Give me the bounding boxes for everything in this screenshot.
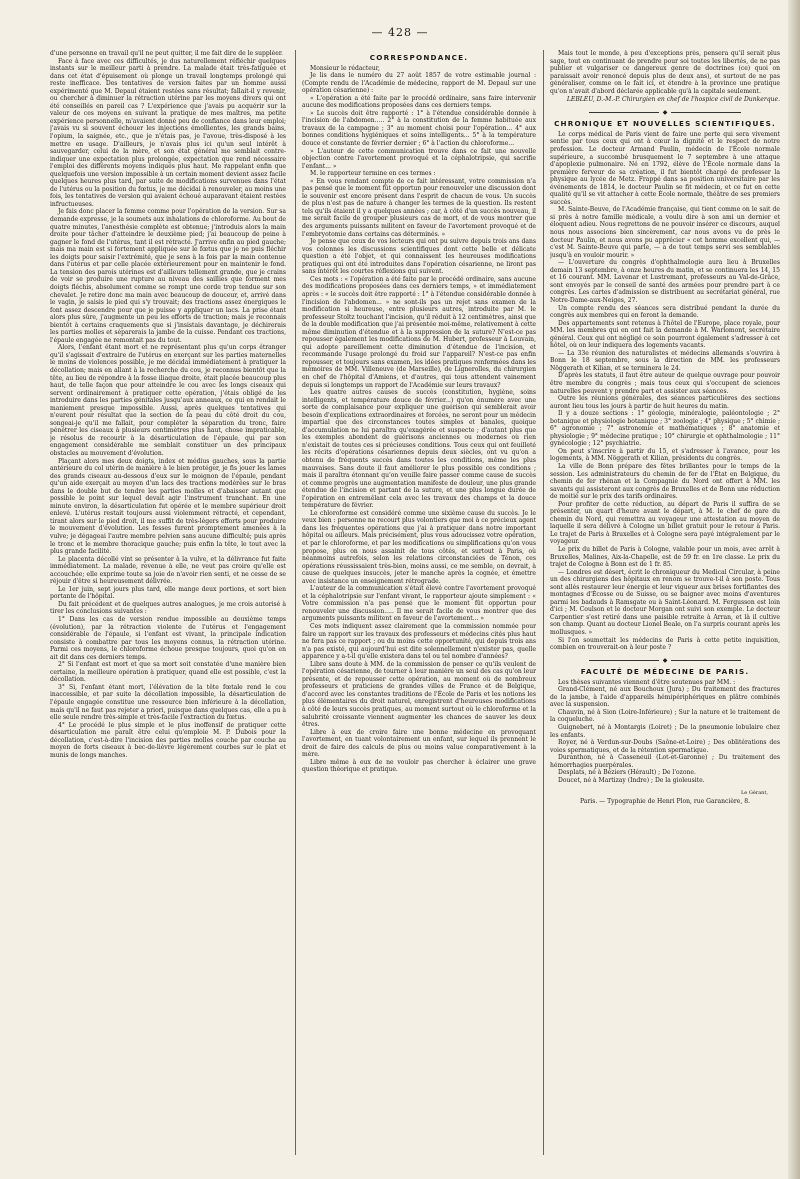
paragraph: M. Sainte-Beuve, de l'Académie française, qui tient comme on le sait de si près à notre famille médicale, a voulu dire à son ami un dernier et éloquent adieu. Nous regrettons de ne pouvoir insérer ce discours, auquel nous nous associons bien sincèrement, car nous avons vu de près le docteur Paulin, et nous avons pu apprécier « cet homme excellent qui, — c'est M. Sainte-Beuve qui parle, — a de tout temps servi ses semblables jusqu'à en vouloir mourir. »	[550, 206, 780, 259]
paragraph: Le corps médical de Paris vient de faire une perte qui sera vivement sentie par tous ceux qui ont à cœur la dignité et le respect de notre profession. Le docteur Armand Paulin, médecin de l'École normale supérieure, a succombé brusquement le 7 septembre à une attaque d'apoplexie pulmonaire. Né en 1792, élève de l'École normale dans la première ferveur de sa création, il fut bientôt chargé de professer la physique au lycée de Metz. Frappé dans sa position universitaire par les événements de 1814, le docteur Paulin se fit médecin, et ce fut en cette qualité qu'il se vit attacher à cette École normale, théâtre de ses premiers succès.	[550, 130, 780, 206]
paragraph: Le prix du billet de Paris à Cologne, valable pour un mois, avec arrêt à Bruxelles, Malines, Aix-la-Chapelle, est de 59 fr. en 1re classe. Le prix du trajet de Cologne à Bonn est de 1 fr. 85.	[550, 546, 780, 569]
paragraph: Libre à eux de croire faire une bonne médecine en provoquant l'avortement, en tuant volontairement un enfant, sur lequel ils prennent le droit de faire des calculs de plus ou moins value comparativement à la mère.	[302, 728, 536, 759]
footer	[550, 790, 780, 805]
thesis-item: Guignebert, né à Montargis (Loiret) ; De la pneumonie lobulaire chez les enfants.	[550, 724, 780, 739]
section-heading: CHRONIQUE ET NOUVELLES SCIENTIFIQUES.	[554, 119, 776, 129]
paragraph: Pour profiter de cette réduction, au départ de Paris il suffira de se présenter, un quart d'heure avant le départ, à M. le chef de gare du chemin du Nord, qui remettra au voyageur une attestation au moyen de laquelle il sera délivré à Cologne un billet gratuit pour le retour à Paris. Le trajet de Paris à Bruxelles et à Cologne sera payé intégralement par le voyageur.	[550, 500, 780, 546]
column-2-correspondance	[302, 50, 536, 1150]
paragraph: Le placenta décollé vint se présenter à la vulve, et la délivrance fut faite immédiatement. La malade, revenue à elle, ne veut pas croire qu'elle est accouchée; elle exprime toute sa joie de n'avoir rien senti, et ne cesse de se réjouir d'être si heureusement délivrée.	[50, 555, 286, 586]
quote-paragraph: « En vous rendant compte de ce fait intéressant, votre commission n'a pas pensé que le moment fût opportun pour renouveler une discussion dont le souvenir est encore présent dans l'esprit de chacun de vous. Un succès de plus n'est pas de nature à changer les termes de la question. Ils restent tels qu'ils étaient il y a quelques années ; car, à côté d'un succès nouveau, il me serait facile de grouper plusieurs cas de mort, et de vous montrer que des arguments puissants militent en faveur de l'avortement provoqué et de l'embryotomie dans certains cas déterminés. »	[302, 177, 536, 238]
paragraph: Ces mots : « l'opération a été faite par le procédé ordinaire, sans aucune des modifications proposées dans ces derniers temps, » et immédiatement après : « le succès doit être rapporté : 1° à l'étendue considérable donnée à l'incision de l'abdomen... » ne sont-ils pas un rejet sans examen de la modification si heureuse, entre plusieurs autres, introduite par M. le professeur Stoltz touchant l'incision, qu'il réduit à 12 centimètres, ainsi que de la double modification que j'ai présentée moi-même, relativement à cette même diminution d'étendue et à la suppression de la suture? N'est-ce pas repousser également les modifications de M. Hubert, professeur à Louvain, qui adopte pareillement cette diminution d'étendue de l'incision, et recommande l'usage prolongé du froid sur l'appareil? N'est-ce pas enfin repousser, et toujours sans examen, les idées pratiques renfermées dans les mémoires de MM. Villeneuve (de Marseille), de Lignerolles, du chirurgien en chef de l'hôpital d'Amiens, et d'autres, qui tous attendent vainement depuis si longtemps un rapport de l'Académie sur leurs travaux?	[302, 275, 536, 389]
paragraph: Plaçant alors mes deux doigts, index et médius gauches, sous la partie antérieure du col utérin de manière à le bien protéger, je fis jouer les lames des grands ciseaux au-dessous d'eux sur le moignon de l'épaule, pendant qu'un aide exerçait au moyen d'un lacs des tractions modérées sur le bras dans le double but de tendre les parties molles et d'abaisser autant que possible le point sur lequel devait agir l'instrument tranchant. En une minute environ, la désarticulation fut opérée et le membre supérieur droit enlevé. L'utérus restait toujours aussi violemment rétracté, et cependant, tirant alors sur le pied droit, il me suffit de très-légers efforts pour produire le mouvement d'évolution. Les fesses furent promptement amenées à la vulve; je dégageai l'autre membre pelvien sans aucune difficulté; puis après le tronc et le membre thoracique gauche; puis enfin la tête, le tout avec la plus grande facilité.	[50, 457, 286, 556]
paragraph: Alors, l'enfant étant mort et ne représentant plus qu'un corps étranger qu'il s'agissait d'extraire de l'utérus en exerçant sur les parties maternelles le moins de violences possible, je me décidai immédiatement à pratiquer la décollation; mais en allant à la recherche du cou, je reconnus bientôt que la tête, au lieu de répondre à la fosse iliaque droite, était placée beaucoup plus haut, de telle façon que pour atteindre le cou avec les longs ciseaux qui servent ordinairement à pratiquer cette opération, j'étais obligé de les introduire dans les parties génitales jusqu'aux anneaux, ce qui en rendait le maniement presque impossible. Aussi, après quelques tentatives qui n'eurent pour résultat que la section de la peau du côté droit du cou, songeai-je qu'il me fallait, pour compléter la séparation du tronc, faire pénétrer les ciseaux à plusieurs centimètres plus haut, chose impraticable, je résolus de recourir à la désarticulation de l'épaule, qui par son engagement considérable me semblait constituer un des principaux obstacles au mouvement d'évolution.	[50, 344, 286, 457]
paragraph: Les thèses suivantes viennent d'être soutenues par MM. :	[558, 678, 736, 686]
paragraph: Le 1er juin, sept jours plus tard, elle mange deux portions, et sort bien portante de l'hôpital.	[50, 585, 286, 601]
paragraph: Du fait précédent et de quelques autres analogues, je me crois autorisé à tirer les conclusions suivantes :	[50, 600, 286, 616]
paragraph: Un compte rendu des séances sera distribué pendant la durée du congrès aux membres qui en feront la demande.	[550, 304, 780, 320]
thesis-item: Royer, né à Verdun-sur-Doubs (Saône-et-Loire) ; Des oblitérations des voies spermatiques, et de la rétention spermatique.	[550, 739, 780, 754]
ornamental-divider: ◆	[550, 109, 780, 117]
paragraph: Mais tout le monde, à peu d'exceptions près, pensera qu'il serait plus sage, tout en continuant de prendre pour soi toutes les libertés, de ne pas publier et vulgariser ce dangereux genre de doctrines (ce) quoi on paraissait avoir renoncé depuis plus de deux ans), et surtout de ne pas généraliser, comme on le fait ici, et étendre à la province une pratique qu'on n'avait d'abord déclarée applicable qu'à la capitale seulement.	[550, 50, 780, 95]
paragraph: Libre sans doute à MM. de la commission de penser ce qu'ils veulent de l'opération césarienne, de tourner à leur manière un seul des cas qu'on leur présente, et de repousser cette opération, au moment où de nombreux professeurs et praticiens de grandes villes de France et de Belgique, d'accord avec les constantes traditions de l'École de Paris et les notions les plus élémentaires du droit naturel, enregistrent d'heureuses modifications à côté de leurs succès pratiques, au moment surtout où le chloroforme et la salubrité croissante viennent augmenter les chances de sauver les deux êtres.	[302, 660, 536, 729]
letter-signature: LEBLEU, D.-M.-P. Chirurgien en chef de l'hospice civil de Dunkerque.	[566, 96, 780, 104]
thesis-item: Chauvin, né à Sion (Loire-Inférieure) ; Sur la nature et le traitement de la coqueluche.	[550, 708, 780, 724]
conclusion-item: 3° Si, l'enfant étant mort, l'élévation de la tête fœtale rend le cou inaccessible, et par suite la décollation impossible, la désarticulation de l'épaule engagée constitue une ressource bien inférieure à la décollation, mais qu'il ne faut pas rejeter a priori, puisque dans quelques cas, elle a pu à elle seule rendre très-simple et très-facile l'extraction du fœtus.	[50, 683, 286, 722]
paragraph: M. le rapporteur termine en ces termes :	[310, 170, 436, 178]
paragraph: — L'ouverture du congrès d'ophthalmologie aura lieu à Bruxelles demain 13 septembre, à onze heures du matin, et se continuera les 14, 15 et 16 courant. MM. Lavenar et Lustremant, professeurs au Val-de-Grâce, sont envoyés par le conseil de santé des armées pour prendre part à ce congrès. Les cartes d'admission se distribuent au secrétariat général, rue Notre-Dame-aux-Neiges, 27.	[550, 259, 780, 304]
footer-gerant: Le Gérant,	[740, 790, 768, 797]
paragraph: Les quatre autres causes de succès (constitution, hygiène, soins intelligents, et température douce de février...) qu'on énumère avec une sorte de complaisance pour expliquer une guérison qui semblerait avoir besoin d'explications extraordinaires et forcées, ne seront pour un médecin impartial que des circonstances toutes simples et banales, quoique d'accumulation ne lui paraîtra qu'exagérée et suspecte ; d'autant plus que les exemples abondent de guérisons anciennes ou modernes où rien n'existait de toutes ces si précieuses conditions. Tous ceux qui ont feuilleté les récits d'opérations césariennes depuis deux siècles, ont vu qu'on a obtenu de fréquents succès dans toutes les conditions, même les plus mauvaises. Sans doute il faut améliorer le plus possible ces conditions ; mais il paraîtra étonnant qu'on veuille faire passer comme cause de succès et comme progrès une augmentation manifeste de douleur, une plus grande étendue de l'incision et partant de la suture, et une plus longue durée de l'opération en entremêlant cela avec les travaux des champs et la douce température de février.	[302, 389, 536, 510]
paragraph: Outre les réunions générales, des séances particulières des sections auront lieu tous les jours à partir de huit heures du matin.	[550, 395, 780, 410]
page-edge-shadow	[788, 0, 800, 1179]
paragraph: Il y a douze sections : 1° géologie, minéralogie, paléontologie ; 2° botanique et physiologie botanique ; 3° zoologie ; 4° physique ; 5° chimie ; 6° agronomie ; 7° astronomie et mathématiques ; 8° anatomie et physiologie ; 9° médecine pratique ; 10° chirurgie et ophthalmologie ; 11° gynécologie ; 12° psychiatrie.	[550, 410, 780, 448]
paragraph: d'une personne en travail qu'il ne peut quitter, il me fait dire de le suppléer.	[50, 50, 283, 57]
paragraph: Des appartements sont retenus à l'hôtel de l'Europe, place royale, pour MM. les membres qui en ont fait la demande à M. Warlomont, secrétaire général. Ceux qui ont négligé ce soin pourront également s'adresser à cet hôtel, où on leur indiquera des logements vacants.	[550, 319, 780, 350]
column-rule	[543, 50, 544, 1155]
thesis-item: Duranthon, né à Casseneuil (Lot-et-Garonne) ; Du traitement des hémorrhagies puerpérales.	[550, 754, 780, 769]
page-number: — 428 —	[371, 26, 429, 39]
conclusion-item: 1° Dans les cas de version rendue impossible au deuxième temps (évolution), par la rétraction violente de l'utérus et l'engagement considérable de l'épaule, si l'enfant est vivant, la principale indication consiste à combattre par tous les moyens connus, la rétraction utérine. Parmi ces moyens, le chloroforme échoue presque toujours, quoi qu'on en ait dit dans ces derniers temps.	[50, 616, 286, 661]
paragraph: L'auteur de la communication s'était élevé contre l'avortement provoqué et la céphalotripsie sur l'enfant vivant, le rapporteur ajoute simplement : « Votre commission n'a pas pensé que le moment fût opportun pour renouveler une discussion..... Il me serait facile de vous montrer que des arguments puissants militent en faveur de l'avortement... »	[302, 585, 536, 623]
thesis-item: Doucet, né à Martizay (Indre) ; De la gioleusite.	[558, 776, 705, 784]
section-heading: CORRESPONDANCE.	[369, 53, 469, 62]
section-heading: FACULTÉ DE MÉDECINE DE PARIS.	[580, 667, 750, 677]
paragraph: Je fais donc placer la femme comme pour l'opération de la version. Sur sa demande expresse, je la soumets aux inhalations de chloroforme. Au bout de quatre minutes, l'anesthésie complète est obtenue; j'introduis alors la main droite pour tâcher d'atteindre le deuxième pied; j'ai beaucoup de peine à gagner le fond de l'utérus, tant il est rétracté. J'arrive enfin au pied gauche; mais ma main est si fortement appliquée sur le fœtus que je ne puis fléchir les doigts pour saisir l'extrémité, que je sens à la fois par la main contenue dans l'utérus et par celle placée extérieurement pour en maintenir le fond. La tension des parois utérines est d'ailleurs tellement grande, que je crains de voir se produire une rupture au niveau des saillies que forment mes doigts fléchis, absolument comme se rompt une corde trop tendue sur son chevalet. Je retire donc ma main avec beaucoup de douceur, et, arrivé dans le vagin, je saisis le pied qui s'y trouvait; des tractions assez énergiques le font assez descendre pour que je puisse y appliquer un lacs. La prise étant alors plus sûre, j'augmente un peu les efforts de traction; mais je reconnais bientôt à certains craquements que si j'insistais davantage, je déchirerais les parties molles et séparerais la jambe de la cuisse. Pendant ces tractions, l'épaule engagée ne remontait pas du tout.	[50, 208, 286, 344]
quote-paragraph: » Le succès doit être rapporté : 1° à l'étendue considérable donnée à l'incision de l'abdomen..... 2° à la constitution de la femme habituée aux travaux de la campagne ; 3° au moment choisi pour l'opération... 4° aux bonnes conditions hygiéniques et soins intelligents... 5° à la température douce et constante de février dernier ; 6° à l'action du chloroforme...	[302, 109, 536, 148]
quote-paragraph: « L'opération a été faite par le procédé ordinaire, sans faire intervenir aucune des modifications proposées dans ces derniers temps.	[302, 94, 536, 110]
paragraph: On peut s'inscrire à partir du 15, et s'adresser à l'avance, pour les logements, à MM. Nöggerath et Kilian, présidents du congrès.	[550, 447, 780, 463]
paragraph: Je pense que ceux de vos lecteurs qui ont pu suivre depuis trois ans dans vos colonnes les discussions scientifiques dont cette belle et délicate question a été l'objet, et qui connaissent les heureuses modifications pratiques qui ont été introduites dans l'opération césarienne, ne liront pas sans intérêt les courtes réflexions qui suivent.	[302, 238, 536, 276]
paragraph: Si l'on soumettait les médecins de Paris à cette petite inquisition, combien en trouverait-on à leur poste ?	[550, 636, 780, 652]
paragraph: — Londres est désert, écrit le chroniqueur du Medical Circular, à peine un des chirurgiens des hôpitaux en renom se trouve-t-il à son poste. Tous sont allés restaurer leur énergie et leur vigueur aux brises fortifiantes des montagnes d'Écosse ou de Suisse, ou se baigner avec moins d'aventures parmi les badauds à Ramsgate ou à Saint-Léonard. M. Fergusson est loin d'ici ; M. Coulson et le docteur Morgan ont suivi son exemple. Le docteur Carpentier s'est retiré dans une paisible retraite à Arran, et là il cultive son champ. Quant au docteur Lionel Beale, on l'a surpris courant après les mollusques. »	[550, 568, 780, 637]
paragraph: Je lis dans le numéro du 27 août 1857 de votre estimable journal : (Compte rendu de l'Académie de médecine, rapport de M. Depaul sur une opération césarienne) :	[302, 72, 536, 95]
thesis-item: Desplats, né à Béziers (Hérault) ; De l'ozone.	[558, 769, 696, 777]
paragraph: Ces mots indiquent assez clairement que la commission nommée pour faire un rapport sur les travaux des professeurs et médecins cités plus haut ne fera pas ce rapport ; ou du moins cette opportunité, qui depuis trois ans n'a pas existé, qui aujourd'hui est dite solennellement n'exister pas, quelle apparence y a-t-il qu'elle existera dans tel ou tel nombre d'années?	[302, 623, 536, 661]
paragraph: Face à face avec ces difficultés, je dus naturellement réfléchir quelques instants sur le meilleur parti à prendre. La malade était très-fatiguée et dans cet état d'épuisement où plonge un travail longtemps prolongé qui reste inefficace. Des tentatives de version faites par un homme aussi expérimenté que M. Depaul étaient restées sans résultat; fallait-il y revenir, ou chercher à diminuer la rétraction utérine par les moyens divers qui ont été conseillés en pareil cas ? L'expérience que j'avais pu acquérir sur la valeur de ces moyens en suivant la pratique de mes maîtres, ma petite expérience personnelle, m'avaient donné peu de confiance dans leur emploi; j'avais vu si souvent échouer les injections émollientes, les grands bains, l'opium, la saignée, etc., que je n'étais pas, je l'avoue, très-disposé à les mettre en usage. D'ailleurs, je n'avais plus ici qu'un seul intérêt à sauvegarder, celui de la mère, et son état général me semblait contre-indiquer une expectation plus prolongée, expectation que rend nécessaire l'emploi des différents moyens indiqués plus haut. Me rappelant enfin que quelquefois une version impossible à un certain moment devient assez facile quelques heures plus tard, par suite de modifications survenues dans l'état de l'utérus ou la position du fœtus, je me décidai à renouveler, au moins une fois, les tentatives de version qui avaient échoué auparavant étaient restées infructueuses.	[50, 57, 286, 208]
paragraph: Le chloroforme est considéré comme une sixième cause du succès. Je le veux bien : personne ne recourt plus volontiers que moi à ce précieux agent dans les fréquentes opérations que j'ai à pratiquer dans notre important hôpital ou ailleurs. Mais précisément, plus vous adoucissez votre opération, et par le chloroforme, et par les modifications ou simplifications qu'on vous propose, plus on nous assainit de tous côtés, et surtout à Paris, où néanmoins autrefois, selon les relations circonstanciées de Ténon, ces opérations réussissaient très-bien, moins aussi, ce me semble, on devrait, à cause de quelques insuccès, jeter le manche après la cognée, et émettre avec insistance un enseignement rétrograde.	[302, 509, 536, 585]
conclusion-item: 4° Le procédé le plus simple et le plus inoffensif de pratiquer cette désarticulation me paraît être celui qu'emploie M. P. Dubois pour la décollation, c'est-à-dire l'incision des parties molles couche par couche au moyen de forts ciseaux à bec-de-lièvre légèrement courbes sur le plat et munis de longs manches.	[50, 721, 286, 759]
column-1-case-report	[50, 50, 286, 1150]
ornamental-divider: ◆	[550, 657, 780, 665]
paragraph: Libre même à eux de ne vouloir pas chercher à éclairer une grave question théorique et pratique.	[302, 758, 536, 774]
thesis-item: Grand-Clément, né aux Bouchoux (Jura) ; Du traitement des fractures de la jambe, à l'aide d'appareils hémipériphériques en plâtre combinés avec la suspension.	[550, 686, 780, 709]
paragraph: — La 33e réunion des naturalistes et médecins allemands s'ouvrira à Bonn le 18 septembre, sous la direction de MM. les professeurs Nöggerath et Kilian, et se terminera le 24.	[550, 349, 780, 372]
paragraph: D'après les statuts, il faut être auteur de quelque ouvrage pour pouvoir être membre du congrès ; mais tous ceux qui s'occupent de sciences naturelles peuvent y prendre part et assister aux séances.	[550, 372, 780, 395]
paragraph: Monsieur le rédacteur,	[310, 64, 380, 72]
column-3-chronique	[550, 50, 780, 1150]
quote-paragraph: » L'auteur de cette communication trouve dans ce fait une nouvelle objection contre l'avortement provoqué et la céphalotripsie, qui sacrifie l'enfant... »	[302, 147, 536, 170]
column-rule	[295, 50, 296, 1155]
paragraph: La ville de Bonn prépare des fêtes brillantes pour le temps de la session. Les administrateurs du chemin de fer de l'État en Belgique, du chemin de fer rhénan et la Compagnie du Nord ont offert à MM. les savants qui assisteront aux congrès de Bruxelles et de Bonn une réduction de moitié sur le prix des tarifs ordinaires.	[550, 462, 780, 501]
footer-printer: Paris. — Typographie de Henri Plon, rue Garancière, 8.	[579, 797, 750, 805]
conclusion-item: 2° Si l'enfant est mort et que sa mort soit constatée d'une manière bien certaine, la meilleure opération à pratiquer, quand elle est possible, c'est la décollation.	[50, 661, 286, 684]
